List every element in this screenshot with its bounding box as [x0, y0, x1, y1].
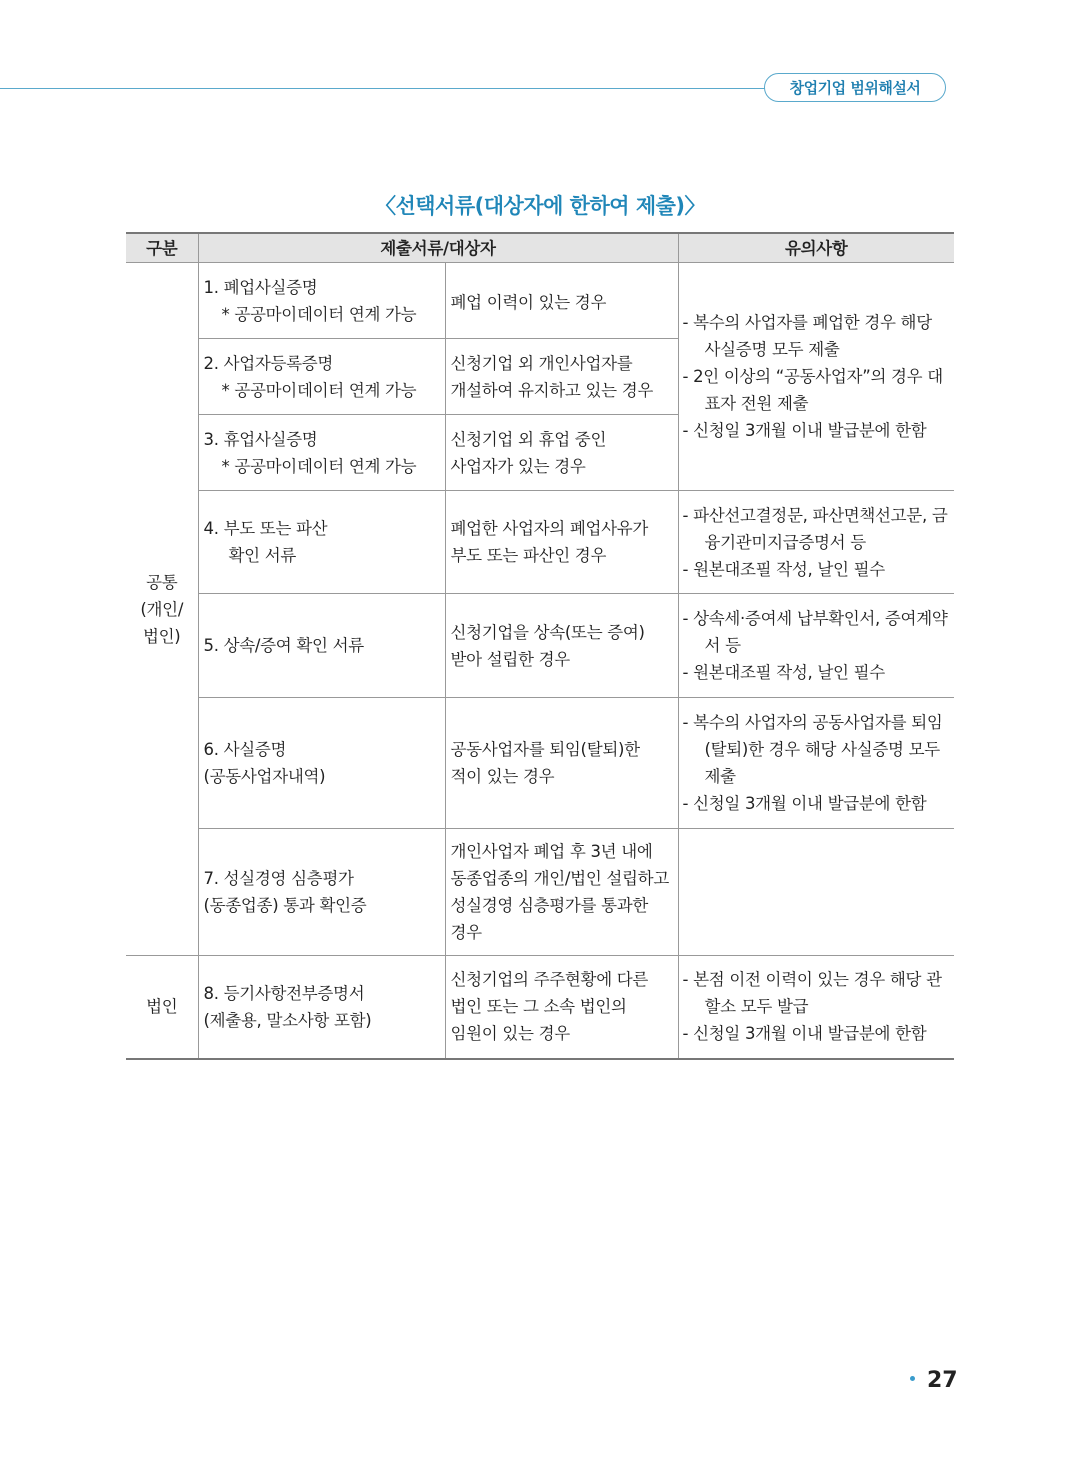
header-rule	[0, 88, 770, 89]
notes-cell: - 복수의 사업자를 폐업한 경우 해당 사실증명 모두 제출 - 2인 이상의 “공동사업자”의 경우 대표자 전원 제출 - 신청일 3개월 이내 발급분에 한함	[678, 263, 954, 491]
target-cell: 신청기업 외 휴업 중인 사업자가 있는 경우	[445, 415, 678, 491]
target-cell: 공동사업자를 퇴임(탈퇴)한 적이 있는 경우	[445, 698, 678, 829]
document-cell: 1. 폐업사실증명 * 공공마이데이터 연계 가능	[198, 263, 445, 339]
table-row	[126, 956, 954, 1059]
optional-documents-table	[126, 232, 954, 1060]
table-row	[126, 829, 954, 956]
notes-cell-empty	[678, 829, 954, 956]
table-row	[126, 594, 954, 698]
table-header-row	[126, 233, 954, 263]
notes-cell: - 상속세·증여세 납부확인서, 증여계약서 등 - 원본대조필 작성, 날인 필수	[678, 594, 954, 698]
document-cell: 8. 등기사항전부증명서 (제출용, 말소사항 포함)	[198, 956, 445, 1059]
document-cell: 6. 사실증명 (공동사업자내역)	[198, 698, 445, 829]
header-category: 구분	[126, 233, 198, 263]
target-cell: 폐업한 사업자의 폐업사유가 부도 또는 파산인 경우	[445, 491, 678, 594]
target-cell: 신청기업 외 개인사업자를 개설하여 유지하고 있는 경우	[445, 339, 678, 415]
document-cell: 7. 성실경영 심층평가 (동종업종) 통과 확인증	[198, 829, 445, 956]
notes-cell: - 본점 이전 이력이 있는 경우 해당 관할소 모두 발급 - 신청일 3개월 이내 발급분에 한함	[678, 956, 954, 1059]
target-cell: 신청기업을 상속(또는 증여) 받아 설립한 경우	[445, 594, 678, 698]
header-notes: 유의사항	[678, 233, 954, 263]
page-number	[910, 1368, 958, 1393]
document-cell: 5. 상속/증여 확인 서류	[198, 594, 445, 698]
header-section-tab: 창업기업 범위해설서	[764, 73, 946, 102]
target-cell: 폐업 이력이 있는 경우	[445, 263, 678, 339]
category-common: 공통 (개인/ 법인)	[126, 263, 198, 956]
document-cell: 2. 사업자등록증명 * 공공마이데이터 연계 가능	[198, 339, 445, 415]
bullet-dot-icon	[910, 1376, 915, 1381]
document-cell: 4. 부도 또는 파산 확인 서류	[198, 491, 445, 594]
section-title: 〈선택서류(대상자에 한하여 제출)〉	[374, 194, 706, 218]
header-documents: 제출서류/대상자	[198, 233, 678, 263]
target-cell: 신청기업의 주주현황에 다른 법인 또는 그 소속 법인의 임원이 있는 경우	[445, 956, 678, 1059]
page-number-value: 27	[927, 1368, 958, 1393]
table-row	[126, 698, 954, 829]
target-cell: 개인사업자 폐업 후 3년 내에 동종업종의 개인/법인 설립하고 성실경영 심층평가를 통과한 경우	[445, 829, 678, 956]
category-corp: 법인	[126, 956, 198, 1059]
table-row	[126, 263, 954, 339]
document-cell: 3. 휴업사실증명 * 공공마이데이터 연계 가능	[198, 415, 445, 491]
table-row	[126, 491, 954, 594]
notes-cell: - 파산선고결정문, 파산면책선고문, 금융기관미지급증명서 등 - 원본대조필 작성, 날인 필수	[678, 491, 954, 594]
notes-cell: - 복수의 사업자의 공동사업자를 퇴임(탈퇴)한 경우 해당 사실증명 모두 제출 - 신청일 3개월 이내 발급분에 한함	[678, 698, 954, 829]
